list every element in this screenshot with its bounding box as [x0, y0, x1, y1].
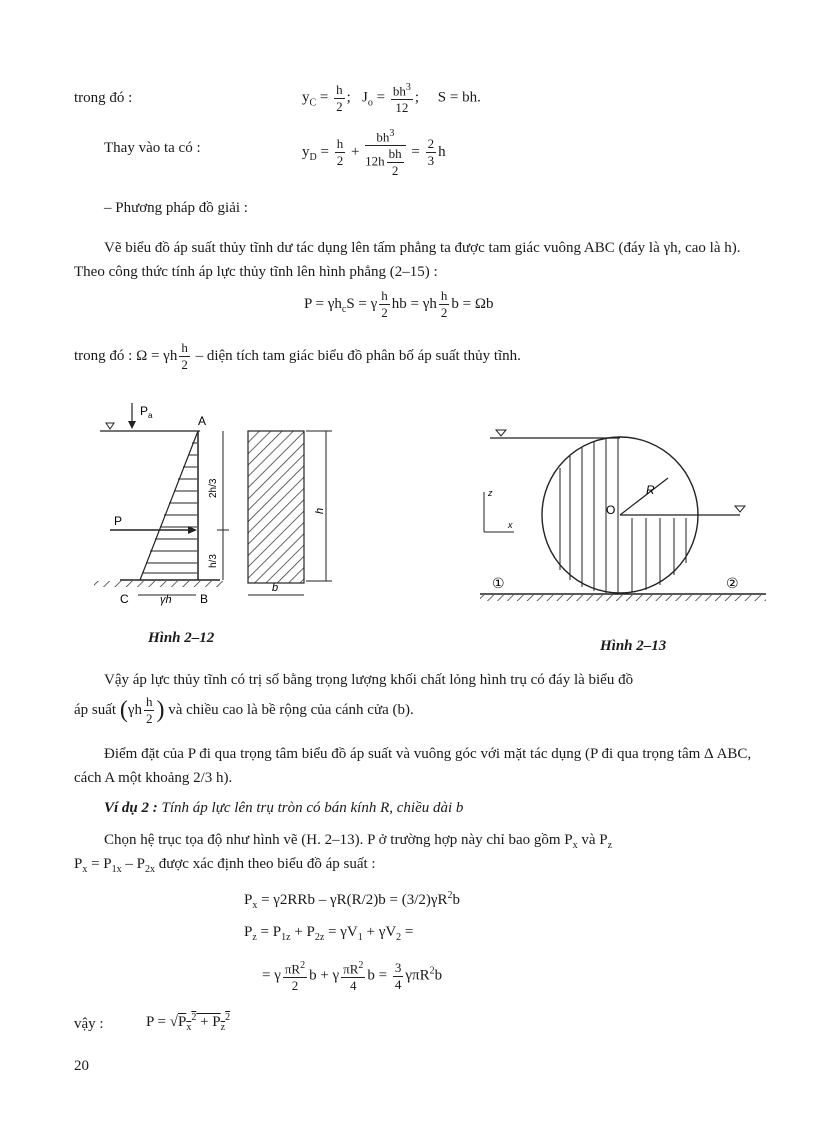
label-o: O: [606, 503, 616, 517]
yd-symbol: y: [302, 144, 310, 161]
formula-pz: $P_z = P_{1z} + P_{2z} = \gamma V_1 + \gamma V_2$ =: [244, 924, 414, 943]
paragraph-3: Điểm đặt của P đi qua trọng tâm biểu đồ áp suất và vuông góc với mặt tác dụng (P đi qua trọng tâm Δ ABC, cách A một khoảng 2/3 h).: [74, 746, 752, 786]
paragraph-2-line1: Vậy áp lực thủy tĩnh có trị số bằng trọng lượng khối chất lỏng hình trụ có đáy là biểu đồ: [104, 672, 634, 688]
example-2-label: Ví dụ 2 :: [104, 800, 158, 816]
formula-px: $P_x = \gamma 2RRb - \gamma R(R/2)b = (3/2)\gamma R^2b$: [244, 890, 460, 911]
figure-2-12: [80, 395, 380, 615]
caption-fig-2-13: Hình 2–13: [600, 638, 667, 654]
line-omega: trong đó : Ω = γh $\frac{h}{2}$ – diện tích tam giác biểu đồ phân bố áp suất thủy tĩnh.: [74, 340, 521, 372]
label-x: x: [508, 520, 513, 530]
label-z: z: [488, 488, 493, 498]
label-gamma-h: γh: [160, 594, 172, 606]
water-level-right-icon: [735, 506, 745, 512]
label-region-1: ①: [492, 575, 505, 591]
water-level-icon: [106, 423, 114, 429]
pz-rest2: = γV: [328, 924, 358, 940]
px-symbol: P: [244, 892, 253, 908]
label-r: R: [646, 483, 655, 497]
label-a: A: [198, 414, 207, 428]
label-b: B: [200, 592, 209, 606]
pz-rest: = P: [260, 924, 282, 940]
para4-tail: được xác định theo biểu đồ áp suất :: [158, 856, 376, 872]
example-2-line: [104, 798, 463, 818]
formula-yd: $y_D$ = $\frac{h}{2}$ + $bh^3$ 12h $\frac{bh}{2}$ = $\frac{2}{3}$ h: [302, 128, 446, 179]
caption-fig-2-12: Hình 2–12: [148, 630, 215, 646]
label-pa: $P_a$: [140, 404, 153, 420]
yc-sub: C: [309, 97, 317, 109]
paragraph-4-line2: $P_x = P_{1x} - P_{2x}$ được xác định theo biểu đồ áp suất :: [74, 856, 376, 875]
yc-symbol: y: [302, 89, 310, 106]
paragraph-2-line2: áp suất (γh $\frac{h}{2}$ ) và chiều cao là bề rộng của cánh cửa (b).: [74, 694, 414, 726]
omega-tail: – diện tích tam giác biểu đồ phân bố áp suất thủy tĩnh.: [195, 347, 521, 364]
text-vay: vậy :: [74, 1016, 104, 1032]
formula-pz-result: = γ $\frac{\pi R^2}{2}$ b + γ $\frac{\pi R^2}{4}$ b = $\frac{3}{4}$ γπR$^2$b: [262, 959, 443, 994]
formula-P: $P = \gamma h_cS = \gamma$ $\frac{h}{2}$ hb = γh $\frac{h}{2}$ b = Ωb: [304, 288, 494, 320]
eq-p-sub: c: [341, 303, 347, 315]
label-b-width: b: [272, 582, 279, 594]
pa-arrow-icon: [128, 421, 136, 429]
label-h: h: [314, 507, 326, 514]
paragraph-1: Vẽ biểu đồ áp suất thủy tĩnh dư tác dụng lên tấm phẳng ta được tam giác vuông ABC (đáy là γh, cao là h). Theo công thức tính áp lực thủy tĩnh lên hình phẳng (2–15) :: [74, 240, 741, 280]
label-2h3: 2h/3: [208, 478, 219, 498]
label-h3: h/3: [208, 554, 219, 568]
px-rest: = γ2RRb – γR(R/2)b = (3/2)γR: [261, 892, 448, 908]
eq-p-start: P = γh: [304, 295, 342, 312]
paragraph-4-line1: Chọn hệ trục tọa độ như hình vẽ (H. 2–13). P ở trường hợp này chỉ bao gồm $P_x$ và $P_z$: [104, 832, 613, 851]
para2-tail: và chiều cao là bề rộng của cánh cửa (b).: [168, 701, 414, 718]
page-number: 20: [74, 1058, 89, 1074]
label-region-2: ②: [726, 575, 739, 591]
para4-text: Chọn hệ trục tọa độ như hình vẽ (H. 2–13). P ở trường hợp này chỉ bao gồm P: [104, 832, 573, 848]
text-thay-vao: Thay vào ta có :: [104, 140, 201, 156]
s-equals-bh: S = bh.: [437, 89, 481, 106]
omega-lead: trong đó : Ω = γh: [74, 347, 178, 364]
yd-sub: D: [309, 152, 317, 164]
para2-lead: áp suất: [74, 701, 117, 718]
figure-2-13: [470, 420, 770, 620]
eq-p-tail: S = γ: [346, 295, 378, 312]
text-trong-do: trong đó :: [74, 90, 133, 106]
formula-p-magnitude: $P = √P_x^2 + P_z^2$: [146, 1012, 231, 1033]
method-heading: – Phương pháp đồ giải :: [104, 200, 248, 216]
label-c: C: [120, 592, 129, 606]
formula-yc-jo-s: $y_C$ = $\frac{h}{2}$ ; $J_o$ = $\frac{bh^3}{12}$ ; S = bh.: [302, 81, 481, 116]
label-p: P: [114, 514, 123, 528]
water-level-top-icon: [496, 430, 506, 436]
example-2-text: Tính áp lực lên trụ tròn có bán kính R, chiều dài b: [161, 800, 464, 816]
